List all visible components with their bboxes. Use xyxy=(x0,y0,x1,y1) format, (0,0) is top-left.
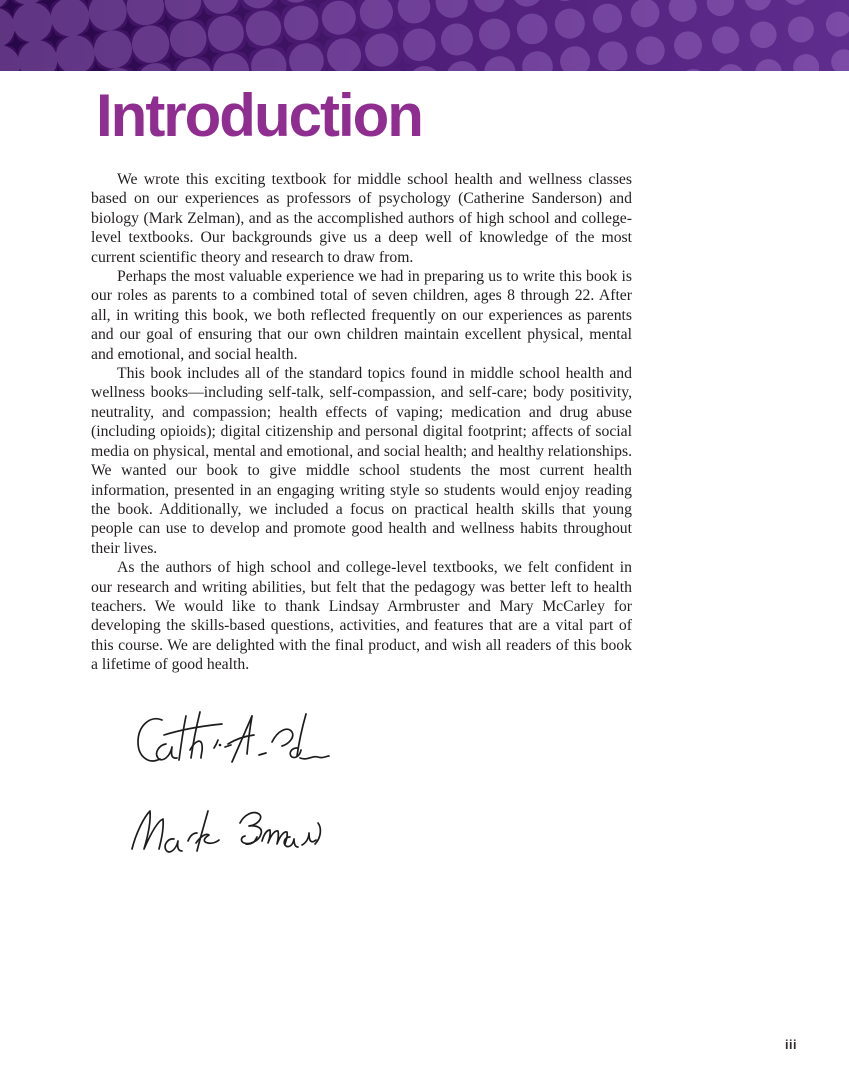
signature-block xyxy=(122,704,330,870)
signature-catherine-sanderson xyxy=(130,704,330,789)
signature-mark-zelman xyxy=(122,797,330,870)
page-title: Introduction xyxy=(96,82,422,149)
paragraph: We wrote this exciting textbook for middle school health and wellness classes based on our experiences as professors of psychology (Catherine Sanderson) and biology (Mark Zelman), and as the accomplished authors of high school and college-level textbooks. Our backgrounds give us a deep well of knowledge of the most current scientific theory and research to draw from. xyxy=(91,171,632,266)
paragraph: This book includes all of the standard topics found in middle school health and wellness books—including self-talk, self-compassion, and self-care; body positivity, neutrality, and compassion; health effects of vaping; medication and drug abuse (including opioids); digital citizenship and personal digital footprint; affects of social media on physical, mental and emotional, and social health; and healthy relationships. We wanted our book to give middle school students the most current health information, presented in an engaging writing style so students would enjoy reading the book. Additionally, we included a focus on practical health skills that young people can use to develop and promote good health and wellness habits throughout their lives. xyxy=(91,365,632,557)
paragraph: Perhaps the most valuable experience we had in preparing us to write this book is our roles as parents to a combined total of seven children, ages 8 through 22. After all, in writing this book, we both reflected frequently on our experiences as parents and our goal of ensuring that our own children maintain excellent physical, mental and emotional, and social health. xyxy=(91,268,632,363)
paragraph: As the authors of high school and college-level textbooks, we felt confident in our research and writing abilities, but felt that the pedagogy was better left to health teachers. We would like to thank Lindsay Armbruster and Mary McCarley for developing the skills-based questions, activities, and features that are a vital part of this course. We are delighted with the final product, and wish all readers of this book a lifetime of good health. xyxy=(91,559,632,674)
header-band-pattern xyxy=(0,0,849,71)
page-number: iii xyxy=(785,1038,797,1052)
body-text xyxy=(91,170,632,675)
